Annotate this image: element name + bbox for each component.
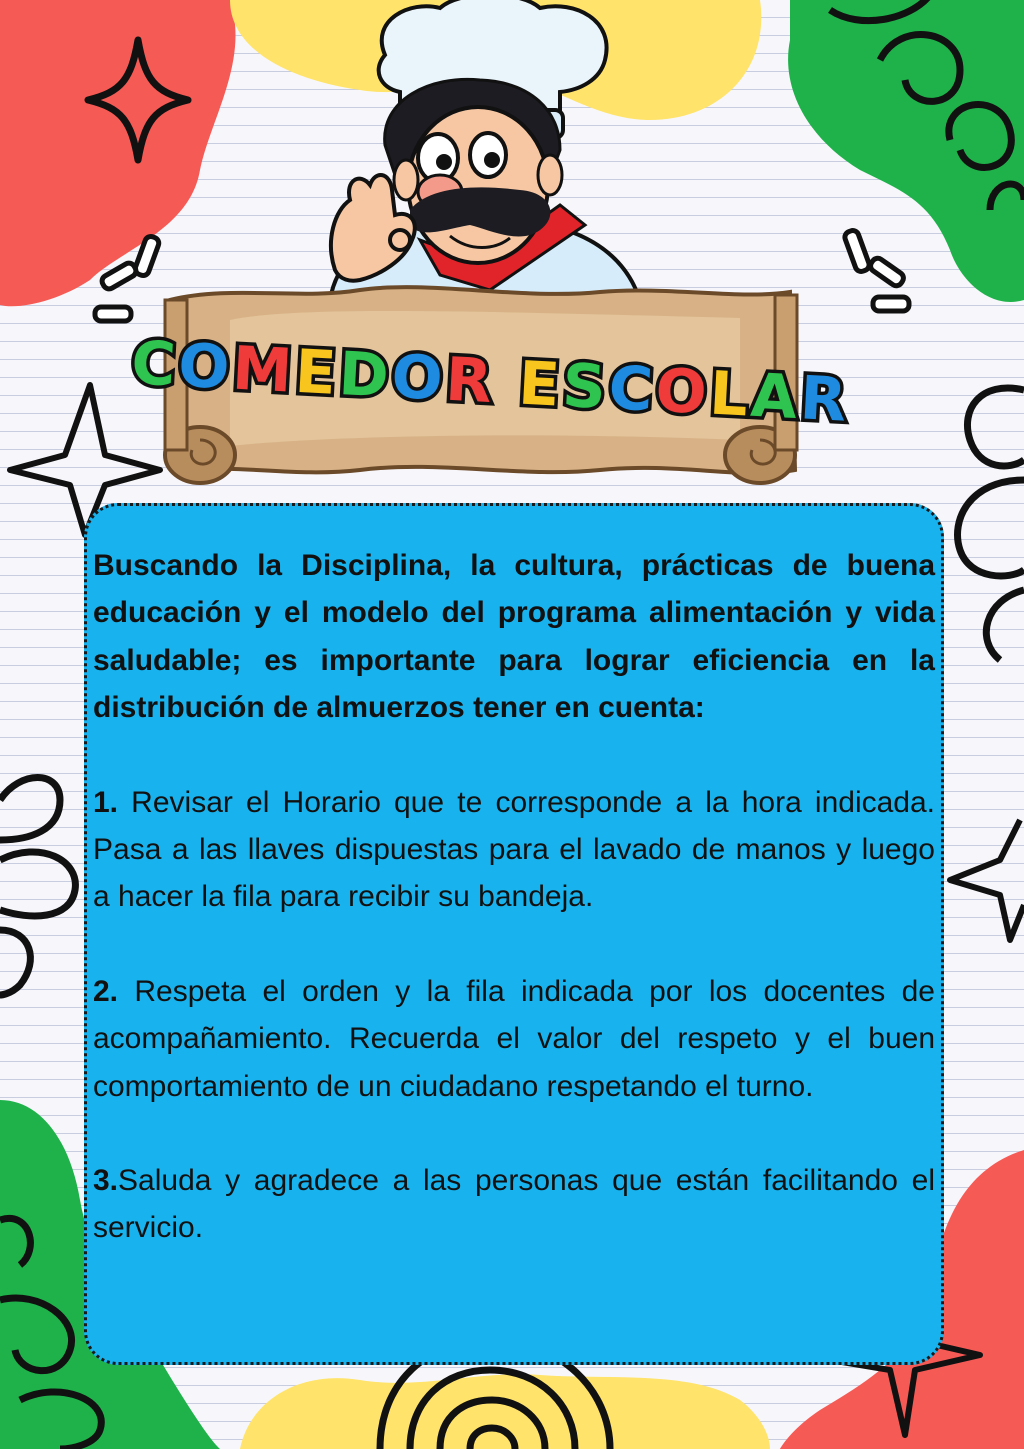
yellow-blob-bottom (240, 1374, 770, 1449)
title-letter: O (389, 341, 448, 415)
banner-title (129, 328, 852, 440)
rule-2 (93, 968, 935, 1110)
title-letter: C (606, 353, 658, 426)
rule-1-number: 1. (93, 785, 119, 819)
green-blob-top-right (788, 0, 1024, 302)
rule-1 (93, 779, 935, 921)
title-letter: R (798, 363, 852, 436)
rules-panel (84, 503, 944, 1365)
flower-outline-icon (958, 388, 1024, 660)
title-letter: S (560, 350, 611, 424)
star-outline-icon (950, 820, 1024, 940)
flower-outline-icon (0, 778, 75, 996)
intro-paragraph: Buscando la Disciplina, la cultura, prácticas de buena educación y el modelo del programa alimentación y vida saludable; es importante para lograr eficiencia en la distribución de almuerzos tener en cuenta: (93, 549, 935, 725)
rule-2-text: Respeta el orden y la fila indicada por los docentes de acompañamiento. Recuerda el valor del respeto y el buen comportamiento de un ciudadano respetando el turno. (93, 974, 935, 1103)
title-letter: R (443, 344, 497, 418)
title-text (130, 328, 852, 436)
rule-2-number: 2. (93, 974, 119, 1008)
rule-3-number: 3. (93, 1164, 119, 1198)
title-letter (493, 347, 521, 418)
burst-lines-icon (843, 229, 909, 311)
title-letter: C (129, 328, 181, 401)
red-blob-top-left (0, 0, 236, 306)
title-letter: A (749, 360, 803, 434)
rule-1-text: Revisar el Horario que te corresponde a la hora indicada. Pasa a las llaves dispuestas para el lavado de manos y luego a hacer la fila para recibir su bandeja. (93, 785, 935, 914)
title-letter: O (176, 330, 235, 404)
title-letter: E (293, 336, 341, 410)
title-letter: D (337, 339, 394, 412)
rule-3 (93, 1157, 935, 1252)
title-letter: E (516, 348, 565, 421)
title-letter: O (653, 355, 712, 429)
title-letter: L (707, 358, 753, 431)
title-letter: M (230, 333, 297, 407)
rule-3-text: Saluda y agradece a las personas que están facilitando el servicio. (93, 1164, 935, 1245)
